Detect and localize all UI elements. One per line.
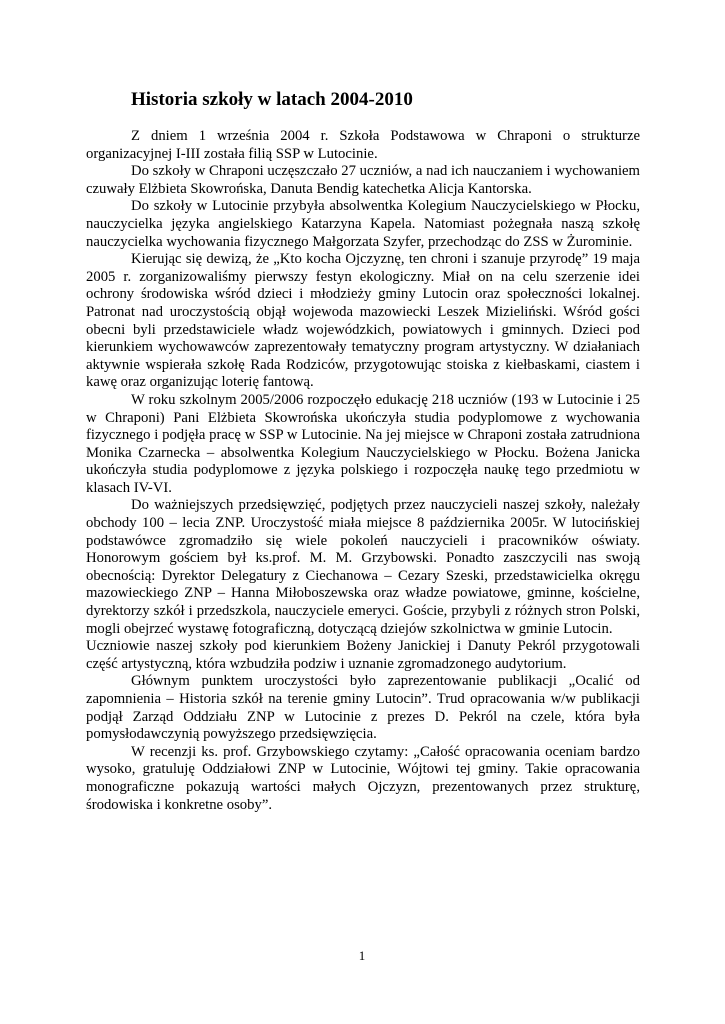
page-title: Historia szkoły w latach 2004-2010	[131, 89, 413, 110]
paragraph: Do szkoły w Lutocinie przybyła absolwentka Kolegium Nauczycielskiego w Płocku, nauczycielka języka angielskiego Katarzyna Kapela. Natomiast pożegnała naszą szkołę nauczycielka wychowania fizycznego Małgorzata Szyfer, przechodząc do ZSS w Żurominie.	[86, 198, 640, 250]
paragraph: Uczniowie naszej szkoły pod kierunkiem Bożeny Janickiej i Danuty Pekról przygotowali część artystyczną, która wzbudziła podziw i uznanie zgromadzonego audytorium.	[86, 638, 640, 672]
page-number: 1	[358, 948, 366, 963]
paragraph: Kierując się dewizą, że „Kto kocha Ojczyznę, ten chroni i szanuje przyrodę” 19 maja 2005 r. zorganizowaliśmy pierwszy festyn ekologiczny. Miał on na celu szerzenie idei ochrony środowiska wśród dzieci i młodzieży gminy Lutocin oraz społeczności lokalnej. Patronat nad uroczystością objął wojewoda mazowiecki Leszek Mizieliński. Wśród gości obecni byli przedstawiciele władz wojewódzkich, powiatowych i gminnych. Dzieci pod kierunkiem wychowawców zaprezentowały tematyczny program artystyczny. W działaniach aktywnie wspierała szkołę Rada Rodziców, przygotowując stoiska z kiełbaskami, ciastem i kawę oraz organizując loterię fantową.	[86, 251, 640, 391]
paragraph: W roku szkolnym 2005/2006 rozpoczęło edukację 218 uczniów (193 w Lutocinie i 25 w Chraponi) Pani Elżbieta Skowrońska ukończyła studia podyplomowe z wychowania fizycznego i podjęła pracę w SSP w Lutocinie. Na jej miejsce w Chraponi została zatrudniona Monika Czarnecka – absolwentka Kolegium Nauczycielskiego w Płocku. Bożena Janicka ukończyła studia podyplomowe z języka polskiego i rozpoczęła naukę tego przedmiotu w klasach IV-VI.	[86, 391, 640, 496]
paragraph: W recenzji ks. prof. Grzybowskiego czytamy: „Całość opracowania oceniam bardzo wysoko, gratuluję Oddziałowi ZNP w Lutocinie, Wójtowi tej gminy. Takie opracowania monograficzne pokazują wartości małych Ojczyzn, prezentowanych przez strukturę, środowiska i konkretne osoby”.	[86, 743, 640, 813]
paragraph: Do szkoły w Chraponi uczęszczało 27 uczniów, a nad ich nauczaniem i wychowaniem czuwały Elżbieta Skowrońska, Danuta Bendig katechetka Alicja Kantorska.	[86, 163, 640, 197]
paragraph: Do ważniejszych przedsięwzięć, podjętych przez nauczycieli naszej szkoły, należały obchody 100 – lecia ZNP. Uroczystość miała miejsce 8 października 2005r. W lutocińskiej podstawówce zgromadziło się wiele pokoleń nauczycieli i pracowników oświaty. Honorowym gościem był ks.prof. M. M. Grzybowski. Ponadto zaszczycili nas swoją obecnością: Dyrektor Delegatury z Ciechanowa – Cezary Szeski, przedstawicielka okręgu mazowieckiego ZNP – Hanna Miłoboszewska oraz władze powiatowe, gminne, kościelne, dyrektorzy szkół i przedszkola, nauczyciele emeryci. Goście, przybyli z różnych stron Polski, mogli obejrzeć wystawę fotograficzną, dotyczącą dziejów szkolnictwa w gminie Lutocin.	[86, 497, 640, 637]
paragraph: Z dniem 1 września 2004 r. Szkoła Podstawowa w Chraponi o strukturze organizacyjnej I-III została filią SSP w Lutocinie.	[86, 128, 640, 162]
document-body	[86, 128, 640, 814]
paragraph: Głównym punktem uroczystości było zaprezentowanie publikacji „Ocalić od zapomnienia – Historia szkół na terenie gminy Lutocin”. Trud opracowania w/w publikacji podjął Zarząd Oddziału ZNP w Lutocinie z prezes D. Pekról na czele, która była pomysłodawczynią powyższego przedsięwzięcia.	[86, 673, 640, 743]
